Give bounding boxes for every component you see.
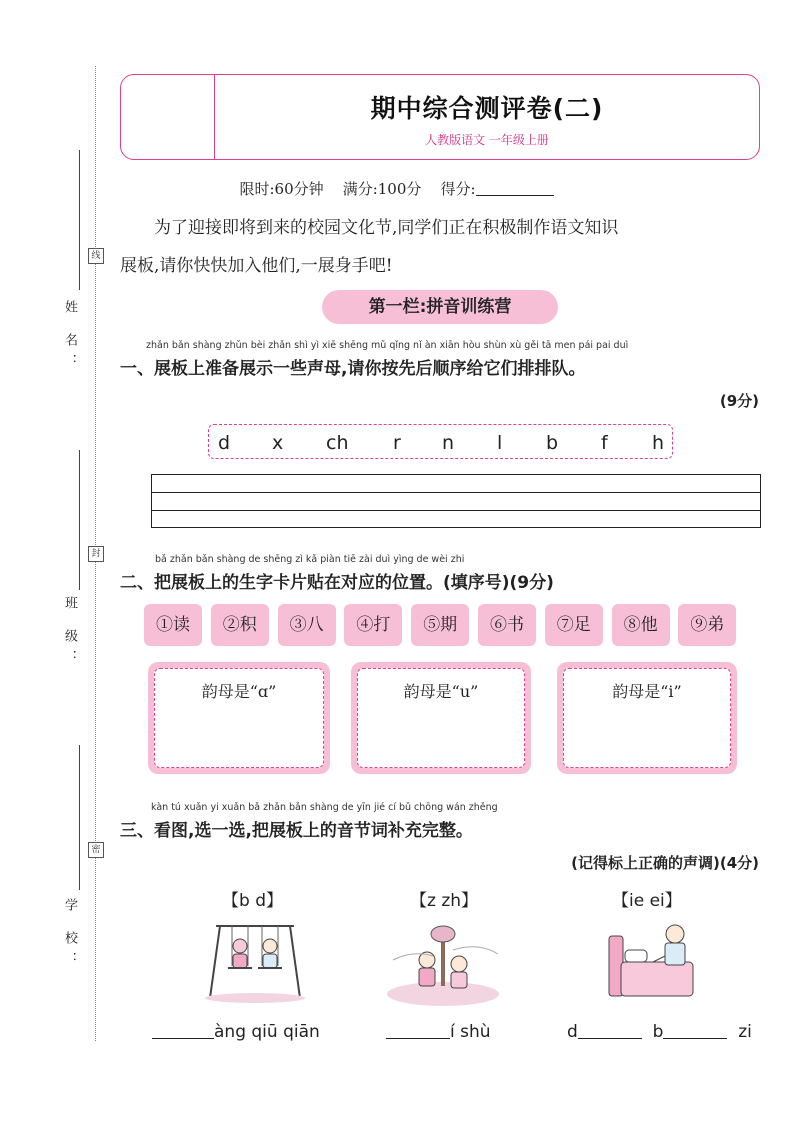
bed-picture	[603, 918, 703, 1006]
tree-planting-picture	[383, 920, 503, 1008]
q1-text: 一、展板上准备展示一些声母,请你按先后顺序给它们排排队。	[120, 359, 586, 379]
initial-letter: n	[442, 432, 455, 454]
title-box	[120, 74, 760, 160]
time-limit: 限时:60分钟	[239, 180, 324, 198]
score-blank[interactable]	[476, 195, 554, 196]
school-label: 学 校：	[62, 898, 77, 974]
option-ie-ei: 【ie ei】	[612, 891, 682, 911]
q3-answer-3	[567, 1022, 752, 1042]
initial-letter: f	[601, 432, 608, 454]
answer-3-suffix: zi	[738, 1022, 752, 1042]
table-rule	[152, 492, 760, 493]
class-label: 班 级：	[62, 596, 77, 672]
q3-note: (记得标上正确的声调)(4分)	[571, 854, 759, 872]
name-label: 姓 名：	[62, 300, 77, 376]
vowel-box-label: 韵母是“ɑ”	[154, 668, 324, 768]
q1-score: (9分)	[719, 392, 759, 410]
character-card[interactable]: ②积	[211, 604, 269, 646]
character-card[interactable]: ⑤期	[411, 604, 469, 646]
option-b-d: 【b d】	[222, 891, 283, 911]
page-title: 期中综合测评卷(二)	[370, 94, 604, 123]
initial-letter: h	[652, 432, 665, 454]
initial-letter: d	[218, 432, 231, 454]
vowel-drop-box[interactable]	[557, 662, 737, 774]
answer-3-prefix-b: b	[652, 1022, 664, 1042]
page-subtitle: 人教版语文 一年级上册	[425, 133, 549, 147]
character-card[interactable]: ③八	[278, 604, 336, 646]
answer-1-suffix: àng qiū qiān	[214, 1022, 320, 1042]
full-score: 满分:100分	[342, 180, 422, 198]
initial-letter: l	[497, 432, 503, 454]
q2-text: 二、把展板上的生字卡片贴在对应的位置。(填序号)(9分)	[120, 573, 554, 593]
name-write-line[interactable]	[79, 150, 80, 290]
exam-meta	[0, 178, 793, 199]
initial-letter: x	[272, 432, 284, 454]
vowel-drop-box[interactable]	[351, 662, 531, 774]
section-pill: 第一栏:拼音训练营	[322, 290, 558, 324]
character-card[interactable]: ⑦足	[545, 604, 603, 646]
answer-2-suffix: í shù	[450, 1022, 491, 1042]
initial-letter: ch	[326, 432, 349, 454]
q1-answer-table[interactable]	[151, 474, 761, 528]
school-write-line[interactable]	[79, 745, 80, 890]
character-card[interactable]: ①读	[144, 604, 202, 646]
character-card[interactable]: ⑨弟	[678, 604, 736, 646]
answer-blank[interactable]	[663, 1038, 727, 1039]
initial-letter: r	[393, 432, 401, 454]
vowel-drop-box[interactable]	[148, 662, 330, 774]
seal-mark-line: 线	[88, 248, 104, 264]
swing-picture	[200, 918, 310, 1003]
q3-pinyin: kàn tú xuǎn yi xuǎn bǎ zhǎn bǎn shàng de yīn jié cí bǔ chōng wán zhěng	[151, 802, 498, 813]
character-card[interactable]: ⑥书	[478, 604, 536, 646]
seal-mark-seal: 封	[88, 546, 104, 562]
class-write-line[interactable]	[79, 450, 80, 590]
initial-letter: b	[546, 432, 559, 454]
answer-3-prefix-a: d	[567, 1022, 578, 1042]
intro-line-2: 展板,请你快快加入他们,一展身手吧!	[120, 256, 393, 276]
vowel-box-label: 韵母是“u”	[357, 668, 525, 768]
answer-blank[interactable]	[152, 1038, 214, 1039]
table-rule	[152, 510, 760, 511]
answer-blank[interactable]	[386, 1038, 450, 1039]
vowel-box-label: 韵母是“i”	[563, 668, 731, 768]
score-label: 得分:	[440, 180, 476, 198]
character-card[interactable]: ④打	[344, 604, 402, 646]
q3-text: 三、看图,选一选,把展板上的音节词补充完整。	[120, 821, 473, 841]
option-z-zh: 【z zh】	[410, 891, 479, 911]
q2-pinyin: bǎ zhǎn bǎn shàng de shēng zì kǎ piàn tiē zài duì yìng de wèi zhi	[155, 554, 465, 565]
answer-blank[interactable]	[578, 1038, 642, 1039]
seal-mark-secret: 密	[88, 842, 104, 858]
character-card[interactable]: ⑧他	[612, 604, 670, 646]
q1-pinyin: zhǎn bǎn shàng zhǔn bèi zhǎn shì yì xiē shēng mǔ qǐng nǐ àn xiān hòu shùn xù gěi tā men pái pai duì	[146, 340, 629, 351]
q3-answer-1	[152, 1022, 320, 1042]
q3-answer-2	[386, 1022, 491, 1042]
intro-line-1: 为了迎接即将到来的校园文化节,同学们正在积极制作语文知识	[154, 218, 619, 238]
